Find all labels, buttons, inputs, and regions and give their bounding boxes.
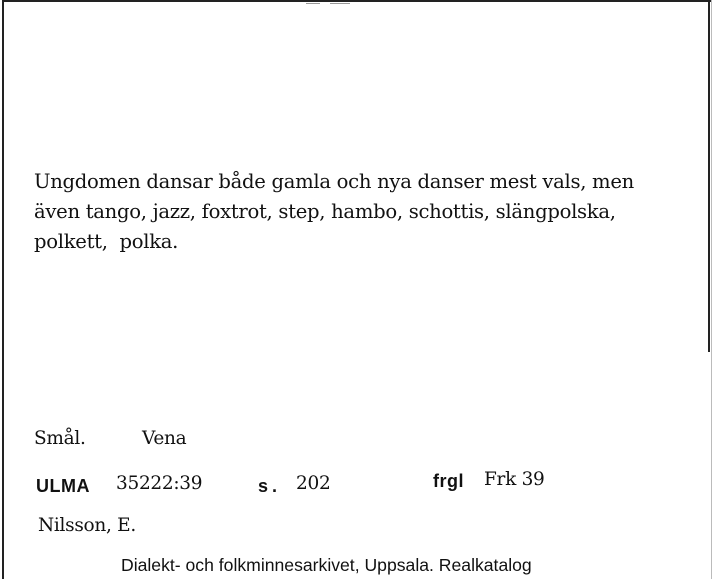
- informant: Nilsson, E.: [38, 515, 136, 536]
- card-top-border: [2, 0, 711, 2]
- questionnaire-value: Frk 39: [484, 469, 545, 490]
- scan-speck: [330, 3, 350, 4]
- body-line: även tango, jazz, foxtrot, step, hambo, schottis, slängpolska,: [34, 200, 616, 223]
- scan-speck: [306, 3, 320, 4]
- parish: Vena: [142, 428, 187, 449]
- card-right-border: [708, 0, 710, 352]
- card-left-border: [2, 0, 4, 579]
- body-line: polkett, polka.: [34, 230, 179, 253]
- archive-number: 35222:39: [116, 473, 203, 494]
- province: Smål.: [34, 428, 86, 449]
- page-number: 202: [296, 473, 331, 494]
- body-line: Ungdomen dansar både gamla och nya danser mest vals, men: [34, 170, 634, 193]
- archive-footer: Dialekt- och folkminnesarkivet, Uppsala. Realkatalog: [121, 555, 532, 575]
- questionnaire-label: frgl: [433, 471, 464, 491]
- card-body-text: [34, 167, 694, 257]
- archive-label: ULMA: [36, 476, 90, 496]
- page-label: s.: [258, 476, 282, 496]
- card-right-shadow: [711, 0, 712, 579]
